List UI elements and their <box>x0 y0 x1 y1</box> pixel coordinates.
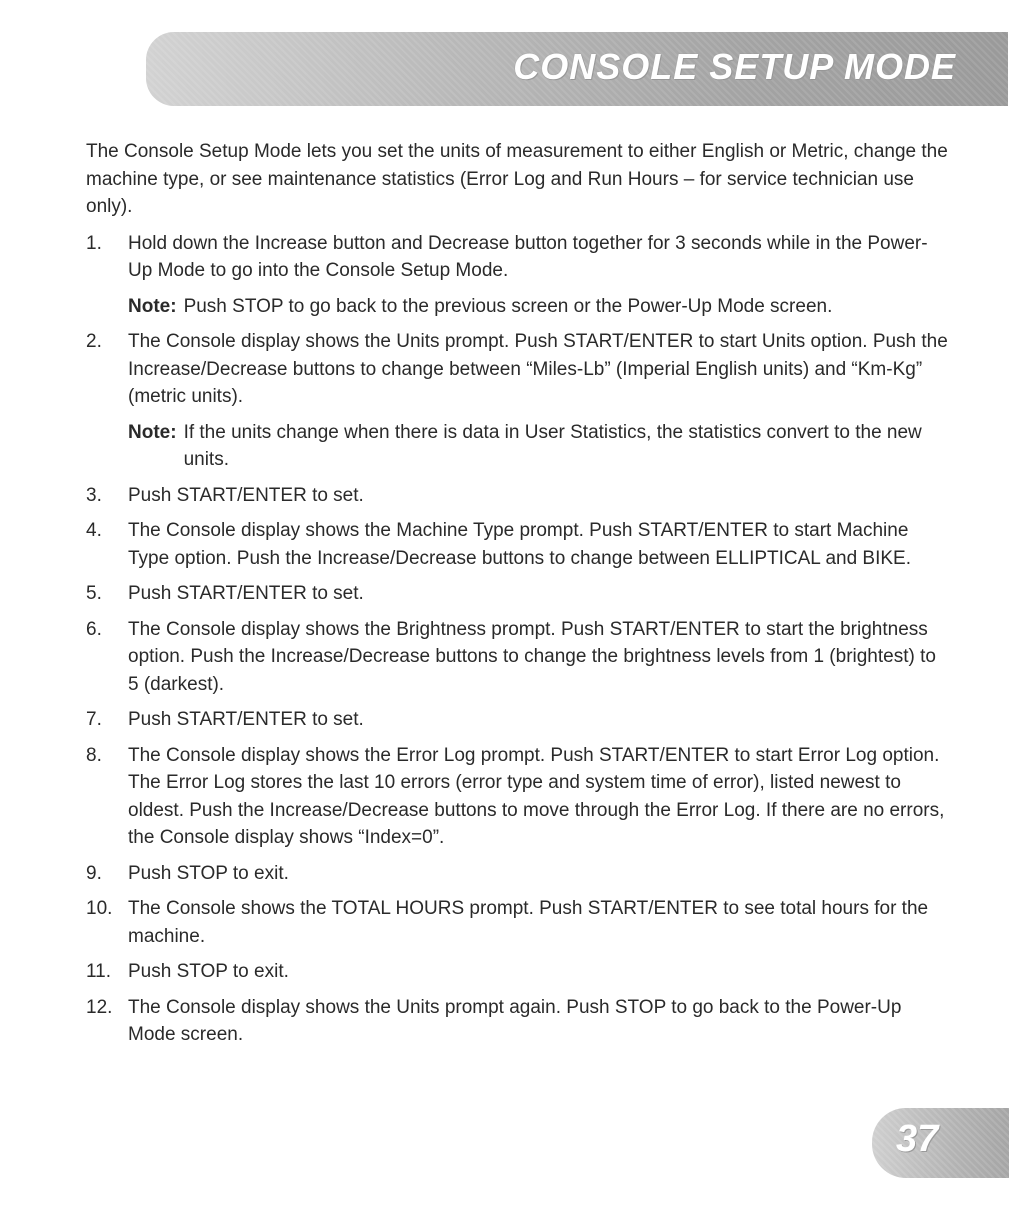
step-text: Push START/ENTER to set. <box>128 484 364 506</box>
step-item <box>86 742 948 852</box>
step-item <box>86 958 948 986</box>
step-number: 5. <box>86 583 102 604</box>
step-item <box>86 328 948 474</box>
main-content <box>86 138 948 1057</box>
step-number: 1. <box>86 232 102 254</box>
note-text: If the units change when there is data in User Statistics, the statistics convert to the new units. <box>183 421 922 470</box>
page-number: 37 <box>896 1118 939 1160</box>
step-number: 8. <box>86 744 102 766</box>
step-item <box>86 860 948 888</box>
step-item <box>86 994 948 1049</box>
step-text: Hold down the Increase button and Decrease button together for 3 seconds while in the Power-Up Mode to go into the Console Setup Mode. <box>128 232 928 281</box>
page-number-tab <box>872 1108 1009 1178</box>
step-number: 12. <box>86 996 113 1018</box>
step-number: 9. <box>86 862 102 884</box>
header-banner <box>146 32 1008 106</box>
step-number: 10. <box>86 898 113 919</box>
step-text: Push STOP to exit. <box>128 961 289 982</box>
step-text: The Console display shows the Brightness prompt. Push START/ENTER to start the brightness option. Push the Increase/Decrease buttons to change the brightness levels from 1 (brightest) to 5 (darkest). <box>128 618 936 695</box>
step-text: The Console display shows the Machine Type prompt. Push START/ENTER to start Machine Type option. Push the Increase/Decrease buttons to change between ELLIPTICAL and BIKE. <box>128 520 912 569</box>
step-number: 11. <box>86 961 112 982</box>
step-text: The Console display shows the Units prompt. Push START/ENTER to start Units option. Push the Increase/Decrease buttons to change between “Miles-Lb” (Imperial English units) and “Km-Kg” (metric units). <box>128 331 948 407</box>
note-text: Push STOP to go back to the previous screen or the Power-Up Mode screen. <box>183 295 833 317</box>
intro-paragraph: The Console Setup Mode lets you set the units of measurement to either English or Metric, change the machine type, or see maintenance statistics (Error Log and Run Hours – for service technician use only). <box>86 141 948 217</box>
step-item <box>86 230 948 321</box>
step-text: Push STOP to exit. <box>128 862 289 884</box>
note-label: Note: <box>128 421 177 443</box>
step-number: 6. <box>86 618 102 640</box>
step-number: 3. <box>86 484 102 506</box>
step-note <box>128 293 948 321</box>
step-item <box>86 517 948 572</box>
step-text: Push START/ENTER to set. <box>128 583 364 604</box>
step-item <box>86 616 948 699</box>
step-item <box>86 482 948 510</box>
step-text: Push START/ENTER to set. <box>128 709 364 730</box>
step-number: 4. <box>86 520 102 541</box>
page-title: CONSOLE SETUP MODE <box>513 46 956 87</box>
step-text: The Console shows the TOTAL HOURS prompt. Push START/ENTER to see total hours for the machine. <box>128 898 929 947</box>
step-number: 2. <box>86 331 102 352</box>
note-label: Note: <box>128 295 177 317</box>
step-note <box>128 419 948 474</box>
step-text: The Console display shows the Error Log prompt. Push START/ENTER to start Error Log option. The Error Log stores the last 10 errors (error type and system time of error), listed newest to oldest. Push the Increase/Decrease buttons to move through the Error Log. If there are no errors, the Console display shows “Index=0”. <box>128 744 945 848</box>
steps-list <box>86 230 948 1049</box>
step-item <box>86 895 948 950</box>
step-item <box>86 706 948 734</box>
step-number: 7. <box>86 709 102 730</box>
step-item <box>86 580 948 608</box>
step-text: The Console display shows the Units prompt again. Push STOP to go back to the Power-Up Mode screen. <box>128 996 902 1045</box>
